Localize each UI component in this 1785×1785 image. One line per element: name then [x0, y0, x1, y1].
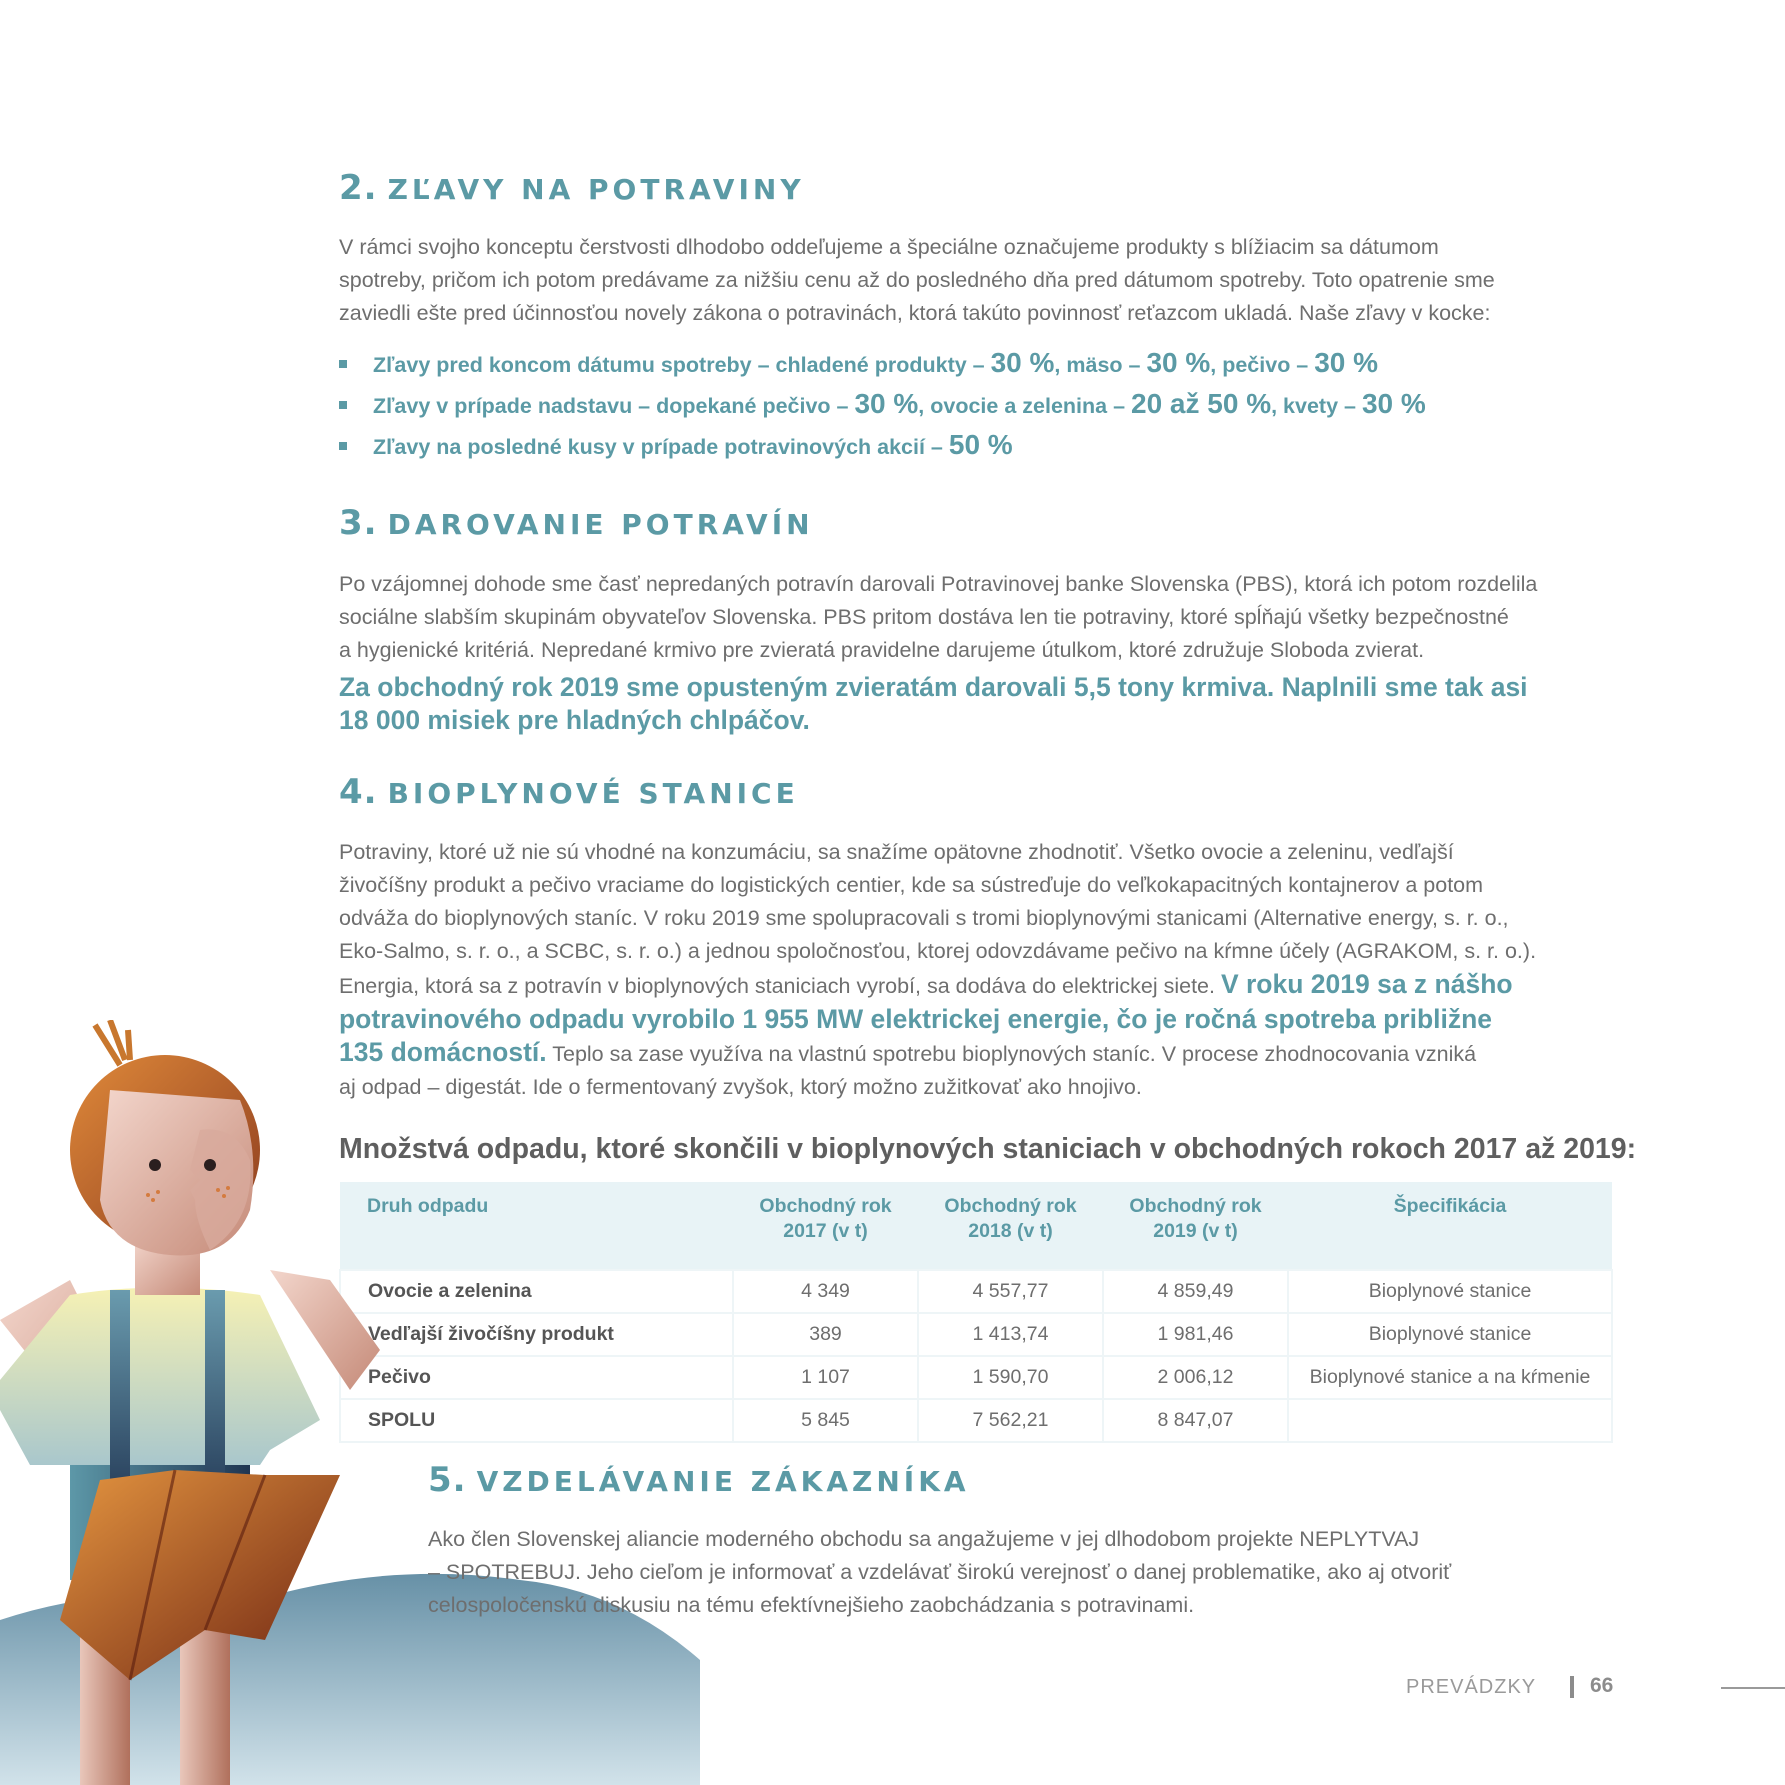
table-cell: Bioplynové stanice: [1288, 1313, 1612, 1356]
bullet-text: Zľavy pred koncom dátumu spotreby – chladené produkty –: [373, 353, 991, 377]
section-heading-discounts: [339, 168, 805, 208]
body-line: a hygienické kritériá. Nepredané krmivo pre zvieratá pravidelne darujeme útulkom, ktoré združuje Sloboda zvierat.: [339, 638, 1425, 662]
bullet-percent: 30 %: [990, 347, 1055, 378]
header-text: Druh odpadu: [367, 1195, 489, 1217]
table-cell: Bioplynové stanice: [1288, 1270, 1612, 1313]
highlight-line: 18 000 misiek pre hladných chlpáčov.: [339, 705, 810, 735]
bullet-percent: 30 %: [1361, 388, 1426, 419]
header-text: Obchodný rok: [944, 1195, 1077, 1217]
body-line: sociálne slabším skupinám obyvateľov Slovenska. PBS pritom dostáva len tie potraviny, ktoré spĺňajú všetky bezpečnostné: [339, 605, 1509, 629]
discount-item: [339, 346, 1426, 387]
bullet-text: , kvety –: [1271, 394, 1362, 418]
row-label: Ovocie a zelenina: [340, 1270, 733, 1313]
body-line: zaviedli ešte pred účinnosťou novely zákona o potravinách, ktorá takúto povinnosť reťazcom ukladá. Naše zľavy v kocke:: [339, 301, 1491, 325]
header-text: 2017 (v t): [783, 1220, 868, 1242]
header-text: 2018 (v t): [968, 1220, 1053, 1242]
square-bullet-icon: [339, 442, 347, 450]
column-header: [918, 1182, 1103, 1270]
table-cell: [1288, 1399, 1612, 1442]
section-heading-biogas: [339, 772, 799, 812]
section-number: 4.: [339, 772, 378, 812]
section-heading-education: [428, 1460, 970, 1500]
footer-rule: [1721, 1687, 1785, 1689]
square-bullet-icon: [339, 360, 347, 368]
section-title: DAROVANIE POTRAVÍN: [387, 508, 814, 541]
body-line: Potraviny, ktoré už nie sú vhodné na konzumáciu, sa snažíme opätovne zhodnotiť. Všetko ovocie a zeleninu, vedľajší: [339, 840, 1454, 864]
table-cell: Bioplynové stanice a na kŕmenie: [1288, 1356, 1612, 1399]
discount-item: [339, 387, 1426, 428]
table-title: Množstvá odpadu, ktoré skončili v bioplynových staniciach v obchodných rokoch 2017 až 2019:: [339, 1133, 1637, 1165]
table-cell: 389: [733, 1313, 918, 1356]
section-title: VZDELÁVANIE ZÁKAZNÍKA: [476, 1465, 970, 1498]
discounts-body: [339, 231, 1495, 330]
table-cell: 7 562,21: [918, 1399, 1103, 1442]
column-header: [1288, 1182, 1612, 1270]
column-header: [1103, 1182, 1288, 1270]
table-cell: 1 981,46: [1103, 1313, 1288, 1356]
bullet-text: Zľavy na posledné kusy v prípade potravinových akcií –: [373, 435, 949, 459]
column-header: [733, 1182, 918, 1270]
table-cell: 1 590,70: [918, 1356, 1103, 1399]
row-label: Vedľajší živočíšny produkt: [340, 1313, 733, 1356]
header-text: Obchodný rok: [759, 1195, 892, 1217]
body-line: Ako člen Slovenskej aliancie moderného obchodu sa angažujeme v jej dlhodobom projekte NEPLYTVAJ: [428, 1527, 1420, 1551]
highlight-text: 135 domácností.: [339, 1037, 547, 1067]
body-line: odváža do bioplynových staníc. V roku 2019 sme spolupracovali s tromi bioplynovými stanicami (Alternative energy, s. r. o.,: [339, 906, 1509, 930]
body-line: aj odpad – digestát. Ide o fermentovaný zvyšok, ktorý možno zužitkovať ako hnojivo.: [339, 1075, 1142, 1099]
section-number: 3.: [339, 503, 378, 543]
highlight-text: V roku 2019 sa z nášho: [1220, 969, 1513, 999]
footer-divider: [1570, 1676, 1574, 1698]
highlight-line: potravinového odpadu vyrobilo 1 955 MW elektrickej energie, čo je ročná spotreba približne: [339, 1004, 1493, 1034]
table-cell: 4 557,77: [918, 1270, 1103, 1313]
table-cell: 1 107: [733, 1356, 918, 1399]
body-line: Eko-Salmo, s. r. o., a SCBC, s. r. o.) a jednou spoločnosťou, ktorej odovzdávame pečivo na kŕmne účely (AGRAKOM, s. r. o.).: [339, 939, 1537, 963]
boy-reading-map-illustration: [0, 1020, 700, 1785]
page-number: 66: [1590, 1674, 1614, 1697]
bullet-percent: 30 %: [1314, 347, 1379, 378]
square-bullet-icon: [339, 401, 347, 409]
table-cell: 8 847,07: [1103, 1399, 1288, 1442]
section-number: 2.: [339, 168, 378, 208]
section-number: 5.: [428, 1460, 467, 1500]
discount-list: [339, 346, 1426, 469]
row-label: Pečivo: [340, 1356, 733, 1399]
body-line: [339, 968, 1536, 1003]
section-heading-donation: [339, 503, 814, 543]
table-cell: 2 006,12: [1103, 1356, 1288, 1399]
body-line: spotreby, pričom ich potom predávame za nižšiu cenu až do posledného dňa pred dátumom spotreby. Toto opatrenie sme: [339, 268, 1495, 292]
highlight-line: Za obchodný rok 2019 sme opusteným zvieratám darovali 5,5 tony krmiva. Naplnili sme tak asi: [339, 672, 1528, 702]
section-title: BIOPLYNOVÉ STANICE: [387, 777, 799, 810]
header-text: 2019 (v t): [1153, 1220, 1238, 1242]
body-line: Po vzájomnej dohode sme časť nepredaných potravín darovali Potravinovej banke Slovenska (PBS), ktorá ich potom rozdelila: [339, 572, 1538, 596]
bullet-text: , pečivo –: [1210, 353, 1315, 377]
bullet-text: , ovocie a zelenina –: [918, 394, 1131, 418]
row-label: SPOLU: [340, 1399, 733, 1442]
footer-section-label: PREVÁDZKY: [1406, 1676, 1537, 1698]
body-line: živočíšny produkt a pečivo vraciame do logistických centier, kde sa sústreďuje do veľkokapacitných kontajnerov a potom: [339, 873, 1484, 897]
bullet-text: Zľavy v prípade nadstavu – dopekané pečivo –: [373, 394, 855, 418]
donation-body: [339, 568, 1537, 667]
section-title: ZĽAVY NA POTRAVINY: [387, 173, 805, 206]
table-cell: 1 413,74: [918, 1313, 1103, 1356]
table-cell: 4 859,49: [1103, 1270, 1288, 1313]
body-line: celospoločenskú diskusiu na tému efektívnejšieho zaobchádzania s potravinami.: [428, 1593, 1195, 1617]
header-text: Špecifikácia: [1393, 1195, 1507, 1217]
table-cell: 4 349: [733, 1270, 918, 1313]
education-body: [428, 1523, 1451, 1622]
header-text: Obchodný rok: [1129, 1195, 1262, 1217]
bullet-percent: 30 %: [1146, 347, 1211, 378]
bullet-text: , mäso –: [1054, 353, 1147, 377]
body-line: – SPOTREBUJ. Jeho cieľom je informovať a vzdelávať širokú verejnosť o danej problematike, ako aj otvoriť: [428, 1560, 1452, 1584]
donation-highlight: [339, 671, 1528, 737]
bullet-percent: 30 %: [854, 388, 919, 419]
body-text: Teplo sa zase využíva na vlastnú spotrebu bioplynových staníc. V procese zhodnocovania vzniká: [546, 1042, 1477, 1066]
table-cell: 5 845: [733, 1399, 918, 1442]
bullet-percent: 50 %: [948, 429, 1013, 460]
bullet-percent: 20 až 50 %: [1131, 388, 1272, 419]
body-line: V rámci svojho konceptu čerstvosti dlhodobo oddeľujeme a špeciálne označujeme produkty s blížiacim sa dátumom: [339, 235, 1439, 259]
discount-item: [339, 428, 1426, 469]
body-text: Energia, ktorá sa z potravín v bioplynových staniciach vyrobí, sa dodáva do elektrickej siete.: [339, 974, 1221, 998]
